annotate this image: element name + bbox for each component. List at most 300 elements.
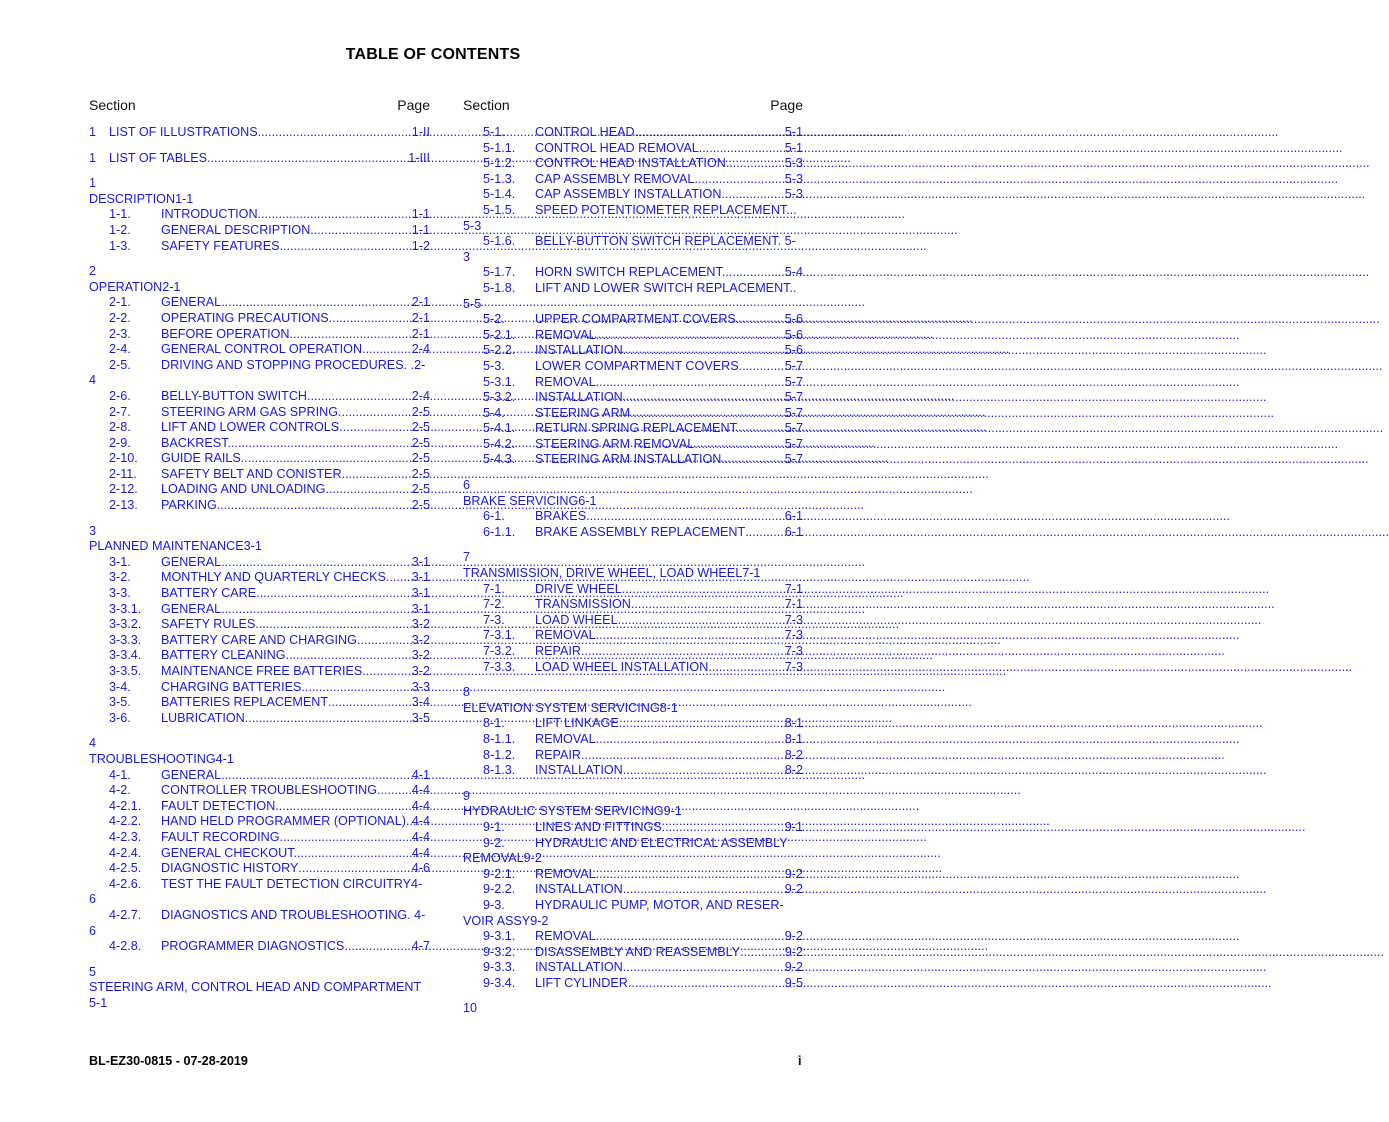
entry-page: 8-1 — [784, 716, 803, 731]
toc-entry-battery-care-and-charging[interactable] — [109, 633, 430, 649]
toc-entry-before-operation[interactable] — [109, 327, 430, 343]
entry-page: 9-2 — [784, 944, 803, 959]
entry-number: 2-3. — [109, 326, 131, 341]
toc-entry-hydraulic-pump-motor-and-reser[interactable] — [483, 898, 803, 914]
page-header: Page — [770, 97, 803, 113]
entry-number: 4-2.4. — [109, 845, 142, 860]
toc-entry-speed-potentiometer-replacement[interactable] — [483, 203, 803, 219]
entry-number: 2-12. — [109, 482, 138, 497]
entry-title: LOAD WHEEL INSTALLATION — [535, 659, 709, 674]
toc-wrap-entry — [463, 898, 803, 929]
toc-entry-general-control-operation[interactable] — [109, 342, 430, 358]
toc-entry-disassembly-and-reassembly[interactable] — [483, 945, 803, 961]
entry-title: INSTALLATION — [535, 882, 623, 897]
entry-title: DRIVING AND STOPPING PROCEDURES. .2- — [161, 357, 426, 372]
entry-title: GENERAL CONTROL OPERATION. — [161, 342, 366, 357]
toc-group — [89, 295, 430, 357]
entry-page: 5-7 — [784, 390, 803, 405]
entry-title: GENERAL — [161, 295, 222, 310]
entry-page: 5-3 — [784, 156, 803, 171]
entry-number: 3-3.2. — [109, 617, 142, 632]
entry-page: 9-1 — [784, 819, 803, 834]
entry-number: 4-1. — [109, 767, 131, 782]
toc-entry-charging-batteries[interactable] — [109, 680, 430, 696]
entry-number: 5-1.2. — [483, 156, 516, 171]
entry-title: BEFORE OPERATION — [161, 326, 290, 341]
entry-page: 5-7 — [784, 452, 803, 467]
entry-page: 5-7 — [784, 374, 803, 389]
leader-dots — [386, 570, 412, 586]
entry-title: SAFETY RULES — [161, 617, 256, 632]
entry-wrap-text: VOIR ASSY9-2 — [463, 913, 549, 928]
entry-title: GENERAL CHECKOUT. — [161, 845, 297, 860]
leader-dots — [596, 867, 785, 883]
toc-wrap-entry — [89, 877, 430, 908]
entry-number: 5-1. — [483, 125, 505, 139]
leader-dots — [708, 660, 784, 676]
leader-dots — [740, 945, 785, 961]
entry-number: 7-3.1. — [483, 628, 516, 643]
leader-dots — [739, 421, 784, 437]
toc-entry-diagnostics-and-troubleshooting-4[interactable] — [109, 908, 430, 924]
entry-number: 3-3.3. — [109, 632, 142, 647]
leader-dots — [260, 586, 412, 602]
chapter-number: 3 — [89, 523, 97, 538]
entry-number: 2-13. — [109, 498, 138, 513]
toc-entry-installation[interactable] — [483, 960, 803, 976]
toc-entry-hydraulic-and-electrical-assembly[interactable] — [483, 836, 803, 852]
entry-number: 9-3.2. — [483, 944, 516, 959]
leader-dots — [328, 695, 412, 711]
chapter-title-hydraulic-system[interactable]: HYDRAULIC SYSTEM SERVICING9-1 — [463, 804, 682, 819]
entry-title: CAP ASSEMBLY REMOVAL — [535, 171, 695, 186]
page-title: TABLE OF CONTENTS — [345, 46, 521, 63]
entry-title: HORN SWITCH REPLACEMENT. — [535, 265, 726, 280]
entry-page: 3-5 — [411, 710, 430, 725]
leader-dots — [231, 436, 412, 452]
entry-number: 4-2.2. — [109, 814, 142, 829]
toc-entry-battery-care[interactable] — [109, 586, 430, 602]
toc-entry-general-description[interactable] — [109, 223, 430, 239]
entry-page: 4-4 — [411, 845, 430, 860]
toc-entry-batteries-replacement[interactable] — [109, 695, 430, 711]
toc-group — [463, 312, 803, 468]
toc-entry-brake-assembly-replacement[interactable] — [483, 525, 803, 541]
toc-entry-belly-button-switch[interactable] — [109, 389, 430, 405]
chapter-number: 10 — [463, 1001, 478, 1016]
section-header: Section — [463, 97, 510, 113]
toc-entry-operating-precautions[interactable] — [109, 311, 430, 327]
toc-entry-control-head[interactable] — [483, 125, 803, 141]
entry-number: 5-4.3. — [483, 452, 516, 467]
toc-entry-belly-button-switch-replacement-5[interactable] — [483, 234, 803, 250]
entry-title: BRAKE ASSEMBLY REPLACEMENT — [535, 524, 746, 539]
entry-title: GENERAL DESCRIPTION. — [161, 222, 314, 237]
toc-entry-horn-switch-replacement[interactable] — [483, 265, 803, 281]
entry-wrap-text: REMOVAL9-2 — [463, 851, 542, 866]
entry-number: 3-6. — [109, 710, 131, 725]
entry-title: FAULT RECORDING. — [161, 829, 283, 844]
leader-dots — [745, 525, 785, 541]
entry-number: 5-2.1. — [483, 327, 516, 342]
toc-entry-lower-compartment-covers[interactable] — [483, 359, 803, 375]
toc-entry-guide-rails[interactable] — [109, 451, 430, 467]
leader-dots — [344, 939, 411, 955]
entry-page: 1-2 — [411, 238, 430, 253]
toc-entry-control-head-installation[interactable] — [483, 156, 803, 172]
entry-title: GUIDE RAILS. — [161, 451, 245, 466]
toc-entry-return-spring-replacement[interactable] — [483, 421, 803, 437]
toc-entry-general-checkout[interactable] — [109, 846, 430, 862]
entry-title: REMOVAL — [535, 731, 596, 746]
leader-dots — [623, 343, 785, 359]
leader-dots — [618, 613, 785, 629]
chapter-title-brake-servicing[interactable]: BRAKE SERVICING6-1 — [463, 493, 597, 508]
entry-title: DISASSEMBLY AND REASSEMBLY — [535, 944, 741, 959]
toc-entry-removal[interactable] — [483, 375, 803, 391]
toc-entry-list-of-tables[interactable]: 1 LIST OF TABLES ..... 1-III — [89, 151, 430, 167]
entry-page: 2-5 — [411, 451, 430, 466]
toc-group — [463, 125, 803, 203]
entry-wrap-text: 5-3 — [463, 218, 482, 233]
entry-number: 8-1. — [483, 716, 505, 731]
leader-dots — [596, 375, 785, 391]
entry-title: INSTALLATION — [535, 960, 623, 975]
entry-title: CAP ASSEMBLY INSTALLATION — [535, 187, 722, 202]
toc-entry-maintenance-free-batteries[interactable] — [109, 664, 430, 680]
entry-page: 7-3 — [784, 659, 803, 674]
entry-number: 5-1.7. — [483, 265, 516, 280]
toc-wrap-entry — [463, 281, 803, 312]
entry-number: 7-2. — [483, 597, 505, 612]
toc-entry-controller-troubleshooting[interactable] — [109, 783, 430, 799]
entry-number: 2-4. — [109, 342, 131, 357]
toc-single — [463, 265, 803, 281]
toc-wrap-entry — [463, 234, 803, 265]
entry-title: HAND HELD PROGRAMMER (OPTIONAL) — [161, 814, 406, 829]
entry-page: 2-5 — [411, 420, 430, 435]
toc-entry-introduction[interactable] — [109, 207, 430, 223]
leader-dots — [699, 141, 785, 157]
toc-entry-battery-cleaning[interactable] — [109, 648, 430, 664]
entry-title: MONTHLY AND QUARTERLY CHECKS — [161, 570, 386, 585]
chapter-title-troubleshooting[interactable]: TROUBLESHOOTING4-1 — [89, 751, 234, 766]
entry-number: 4-2.8. — [109, 939, 142, 954]
chapter-title-description[interactable]: DESCRIPTION1-1 — [89, 191, 194, 206]
entry-page: 6-1 — [784, 524, 803, 539]
entry-title: INSTALLATION — [535, 343, 623, 358]
toc-wrap-entry — [463, 836, 803, 867]
entry-title: REPAIR — [535, 644, 581, 658]
entry-title: BATTERY CARE AND CHARGING — [161, 632, 357, 647]
entry-page: 5-6 — [784, 312, 803, 327]
entry-number: 3-3.1. — [109, 601, 142, 616]
entry-title: BATTERY CARE. — [161, 586, 260, 601]
entry-number: 6-1.1. — [483, 524, 516, 539]
entry-number: 4-2.3. — [109, 829, 142, 844]
toc-entry-removal[interactable] — [483, 328, 803, 344]
entry-number: 9-3. — [483, 897, 505, 912]
entry-wrap-text: 6 — [89, 892, 97, 907]
entry-page: 5-6 — [784, 327, 803, 342]
chapter-number: 8 — [463, 685, 471, 700]
toc-entry-installation[interactable] — [483, 390, 803, 406]
entry-number: 5-4. — [483, 405, 505, 420]
toc-entry-steering-arm-gas-spring[interactable] — [109, 405, 430, 421]
toc-group — [89, 389, 430, 514]
entry-title: RETURN SPRING REPLACEMENT. — [535, 421, 740, 436]
entry-wrap-text: 5-5 — [463, 296, 482, 311]
entry-number: 2-11. — [109, 466, 137, 481]
leader-dots — [725, 452, 785, 468]
toc-entry-lift-linkage[interactable] — [483, 716, 803, 732]
toc-left-column — [89, 97, 430, 1011]
toc-entry-load-wheel[interactable] — [483, 613, 803, 629]
leader-dots — [244, 451, 412, 467]
toc-group — [463, 929, 803, 991]
entry-number: 4-2.6. — [109, 876, 142, 891]
toc-entry-list-of-illustrations[interactable]: 1 LIST OF ILLUSTRATIONS ..... 1-II — [89, 125, 430, 141]
entry-number: 1-3. — [109, 238, 131, 253]
entry-number: 9-3.1. — [483, 929, 516, 944]
entry-number: 3-4. — [109, 679, 131, 694]
entry-title: BRAKES — [535, 509, 587, 524]
toc-entry-repair[interactable] — [483, 644, 803, 660]
column-header — [463, 97, 803, 115]
leader-dots — [248, 711, 412, 727]
entry-page: 2-1 — [411, 326, 430, 341]
leader-dots — [311, 389, 412, 405]
toc-entry-control-head-removal[interactable] — [483, 141, 803, 157]
entry-page: 5-4 — [784, 265, 803, 280]
toc-entry-lift-and-lower-controls[interactable] — [109, 420, 430, 436]
entry-page: 3-1 — [411, 554, 430, 569]
entry-number: 5-1.3. — [483, 171, 516, 186]
leader-dots — [329, 311, 412, 327]
toc-entry-safety-rules[interactable] — [109, 617, 430, 633]
entry-title: BATTERIES REPLACEMENT — [161, 695, 329, 710]
entry-title: DIAGNOSTICS AND TROUBLESHOOTING. 4- — [161, 907, 426, 922]
toc-entry-loading-and-unloading[interactable] — [109, 482, 430, 498]
leader-dots — [623, 763, 785, 779]
entry-page: 6-1 — [784, 509, 803, 524]
entry-title: DRIVE WHEEL. — [535, 581, 626, 596]
leader-dots — [275, 799, 412, 815]
toc-entry-removal[interactable] — [483, 732, 803, 748]
toc-entry-test-the-fault-detection-circuitry4[interactable] — [109, 877, 430, 893]
entry-title: HYDRAULIC AND ELECTRICAL ASSEMBLY — [535, 835, 788, 850]
toc-entry-safety-belt-and-conister[interactable] — [109, 467, 430, 483]
toc-group — [463, 716, 803, 778]
entry-number: 2-6. — [109, 388, 131, 403]
entry-page: 4-1 — [411, 767, 430, 782]
entry-page: 3-3 — [411, 679, 430, 694]
leader-dots — [283, 239, 412, 255]
entry-title: OPERATING PRECAUTIONS — [161, 310, 329, 325]
toc-entry-repair[interactable] — [483, 748, 803, 764]
leader-dots — [596, 929, 785, 945]
entry-title: BACKREST. — [161, 435, 231, 450]
leader-dots — [221, 602, 412, 618]
toc-entry-general[interactable] — [109, 555, 430, 571]
entry-number: 5-2. — [483, 312, 505, 327]
entry-number: 8-1.1. — [483, 731, 516, 746]
toc-entry-transmission[interactable] — [483, 597, 803, 613]
entry-page: 2-4 — [411, 342, 430, 357]
entry-title: LIFT AND LOWER SWITCH REPLACEMENT.. — [535, 280, 797, 295]
toc-entry-removal[interactable] — [483, 929, 803, 945]
entry-title: BATTERY CLEANING. — [161, 648, 290, 663]
entry-title: SPEED POTENTIOMETER REPLACEMENT... — [535, 202, 797, 217]
entry-page: 5-7 — [784, 405, 803, 420]
chapter-title-elevation-system[interactable]: ELEVATION SYSTEM SERVICING8-1 — [463, 700, 678, 715]
entry-page: 3-2 — [411, 632, 430, 647]
entry-title: REMOVAL — [535, 374, 596, 389]
entry-page: 1-1 — [411, 207, 430, 222]
chapter-title-operation[interactable]: OPERATION2-1 — [89, 279, 181, 294]
toc-entry-installation[interactable] — [483, 763, 803, 779]
toc-entry-lift-cylinder[interactable] — [483, 976, 803, 992]
leader-dots — [694, 172, 784, 188]
entry-number: 5-3.2. — [483, 390, 516, 405]
toc-entry-driving-and-stopping-procedures-2[interactable] — [109, 358, 430, 374]
entry-number: 4-2.1. — [109, 798, 142, 813]
leader-dots — [377, 783, 412, 799]
toc-entry-steering-arm[interactable] — [483, 406, 803, 422]
chapter-title-planned-maintenance[interactable]: PLANNED MAINTENANCE3-1 — [89, 539, 262, 554]
toc-entry-steering-arm-removal[interactable] — [483, 437, 803, 453]
entry-page: 8-2 — [784, 747, 803, 762]
leader-dots — [283, 830, 412, 846]
entry-page: 9-2 — [784, 882, 803, 897]
toc-entry-fault-detection[interactable] — [109, 799, 430, 815]
entry-page: 5-7 — [784, 436, 803, 451]
entry-wrap-text: 3 — [463, 249, 471, 264]
entry-page: 3-1 — [411, 570, 430, 585]
entry-page: 9-2 — [784, 929, 803, 944]
entry-title: INSTALLATION — [535, 763, 623, 778]
entry-number: 3-3. — [109, 586, 131, 601]
chapter-title-wrap: 5-1 — [89, 995, 108, 1010]
entry-page: 5-6 — [784, 343, 803, 358]
toc-entry-load-wheel-installation[interactable] — [483, 660, 803, 676]
toc-entry-parking[interactable] — [109, 498, 430, 514]
chapter-title-transmission[interactable]: TRANSMISSION, DRIVE WHEEL, LOAD WHEEL7-1 — [463, 566, 761, 581]
toc-entry-safety-features[interactable] — [109, 239, 430, 255]
entry-title: REMOVAL — [535, 929, 596, 944]
document-id: BL-EZ30-0815 - 07-28-2019 — [89, 1054, 248, 1068]
entry-number: 2-1. — [109, 295, 131, 310]
toc-entry-drive-wheel[interactable] — [483, 582, 803, 598]
chapter-number: 7 — [463, 550, 471, 565]
entry-page: 1-1 — [411, 222, 430, 237]
chapter-number: 1 — [89, 176, 97, 191]
entry-title: INTRODUCTION. — [161, 207, 262, 222]
leader-dots — [581, 748, 785, 764]
entry-number: 9-2.1. — [483, 866, 516, 881]
entry-page: 3-2 — [411, 648, 430, 663]
toc-entry-backrest[interactable] — [109, 436, 430, 452]
chapter-number: 6 — [463, 478, 471, 493]
toc-entry-lift-and-lower-switch-replacement[interactable] — [483, 281, 803, 297]
toc-entry-monthly-and-quarterly-checks[interactable] — [109, 570, 430, 586]
leader-dots — [314, 223, 412, 239]
leader-dots — [329, 482, 412, 498]
leader-dots — [342, 405, 412, 421]
entry-wrap-text: 6 — [89, 923, 97, 938]
toc-entry-steering-arm-installation[interactable] — [483, 452, 803, 468]
entry-number: 5-1.4. — [483, 187, 516, 202]
toc-entry-brakes[interactable] — [483, 509, 803, 525]
toc-entry-hand-held-programmer-optional[interactable] — [109, 814, 430, 830]
entry-page: 3-1 — [411, 586, 430, 601]
toc-entry-general[interactable] — [109, 295, 430, 311]
toc-entry-removal[interactable] — [483, 628, 803, 644]
entry-number: 9-2.2. — [483, 882, 516, 897]
entry-number: 3-1. — [109, 554, 131, 569]
entry-title: LOADING AND UNLOADING. — [161, 482, 329, 497]
entry-page: 3-4 — [411, 695, 430, 710]
entry-number: 5-2.2. — [483, 343, 516, 358]
entry-page: 9-2 — [784, 866, 803, 881]
toc-entry-lines-and-fittings[interactable] — [483, 820, 803, 836]
entry-number: 9-1. — [483, 819, 505, 834]
entry-page: 7-3 — [784, 612, 803, 627]
leader-dots — [635, 125, 785, 141]
chapter-title-steering-arm[interactable]: STEERING ARM, CONTROL HEAD AND COMPARTMENT — [89, 980, 422, 995]
entry-number: 7-1. — [483, 581, 505, 596]
entry-number: 5-1.8. — [483, 280, 516, 295]
toc-entry-upper-compartment-covers[interactable] — [483, 312, 803, 328]
toc-entry-fault-recording[interactable] — [109, 830, 430, 846]
toc-entry-general[interactable] — [109, 602, 430, 618]
toc-entry-general[interactable] — [109, 768, 430, 784]
entry-title: REMOVAL — [535, 866, 596, 881]
toc-entry-removal[interactable] — [483, 867, 803, 883]
entry-number: 6-1. — [483, 509, 505, 524]
leader-dots — [725, 265, 784, 281]
leader-dots — [625, 582, 785, 598]
toc-entry-diagnostic-history[interactable] — [109, 861, 430, 877]
entry-title: CONTROL HEAD INSTALLATION — [535, 156, 726, 171]
entry-number: 7-3. — [483, 612, 505, 627]
entry-number: 1-1. — [109, 207, 131, 222]
toc-entry-programmer-diagnostics[interactable] — [109, 939, 430, 955]
toc-entry-cap-assembly-removal[interactable] — [483, 172, 803, 188]
leader-dots — [662, 820, 785, 836]
leader-dots — [221, 555, 412, 571]
entry-page: 8-2 — [784, 763, 803, 778]
chapter-number: 5 — [89, 964, 97, 979]
toc-entry-installation[interactable] — [483, 882, 803, 898]
entry-title: FAULT DETECTION — [161, 798, 276, 813]
toc-entry-lubrication[interactable] — [109, 711, 430, 727]
page-number: i — [798, 1054, 802, 1068]
entry-number: 9-3.3. — [483, 960, 516, 975]
entry-page: 2-5 — [411, 482, 430, 497]
leader-dots — [623, 960, 785, 976]
toc-entry-cap-assembly-installation[interactable] — [483, 187, 803, 203]
entry-number: 2-5. — [109, 357, 131, 372]
toc-entry-installation[interactable] — [483, 343, 803, 359]
entry-title: REMOVAL — [535, 327, 596, 342]
entry-page: 5-1 — [784, 140, 803, 155]
entry-title: PROGRAMMER DIAGNOSTICS — [161, 939, 345, 954]
entry-title: LIFT LINKAGE — [535, 716, 619, 731]
chapter-number: 4 — [89, 736, 97, 751]
entry-title: TRANSMISSION — [535, 597, 631, 612]
entry-number: 2-7. — [109, 404, 131, 419]
